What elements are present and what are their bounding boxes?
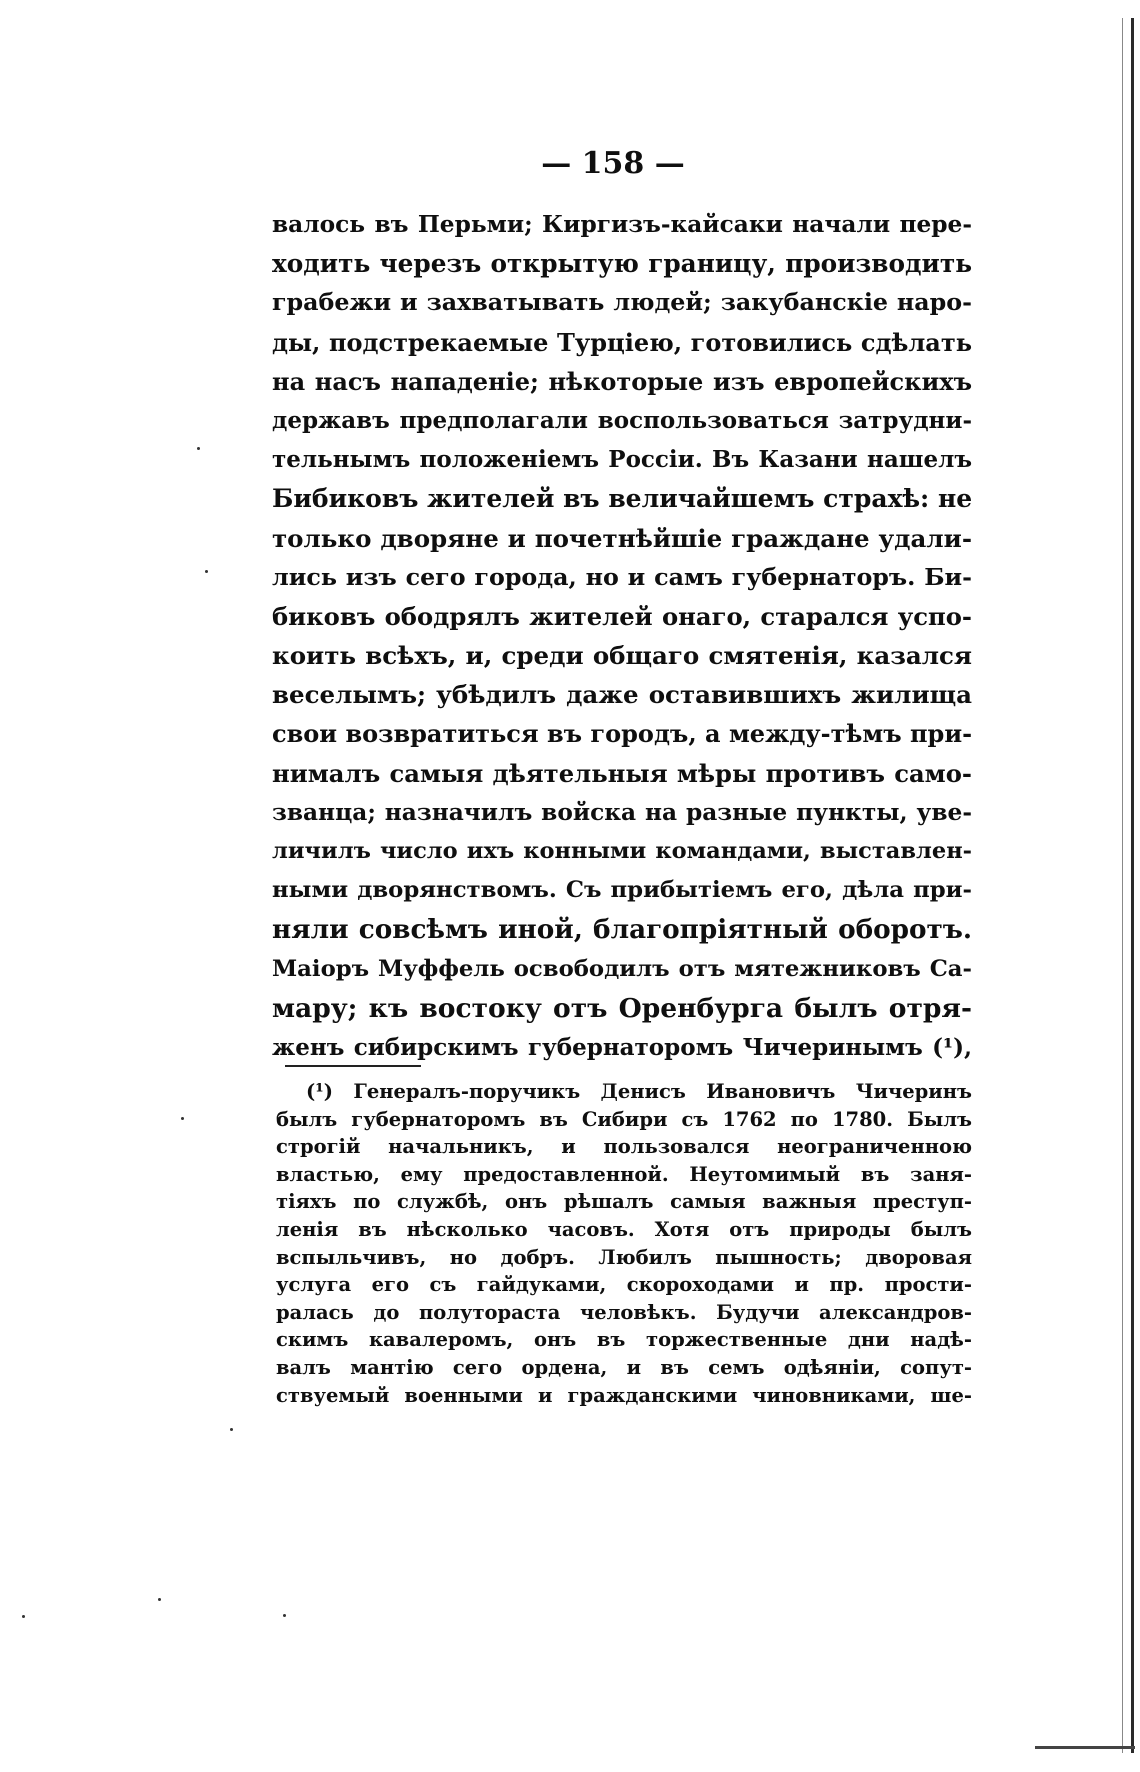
footnote-line: ленія въ нѣсколько часовъ. Хотя отъ природы былъ xyxy=(276,1217,972,1241)
body-line: Бибиковъ жителей въ величайшемъ страхѣ: не xyxy=(272,484,973,514)
body-line: ными дворянствомъ. Съ прибытіемъ его, дѣла при- xyxy=(272,877,972,904)
footnote-line: ствуемый военными и гражданскими чиновниками, ше- xyxy=(276,1383,972,1407)
footnote-line: тіяхъ по службѣ, онъ рѣшалъ самыя важныя преступ- xyxy=(276,1190,972,1214)
scan-speck xyxy=(181,1117,184,1120)
body-line: женъ сибирскимъ губернаторомъ Чичеринымъ (¹), xyxy=(272,1033,972,1061)
body-line: державъ предполагали воспользоваться затрудни- xyxy=(272,406,972,434)
body-line: валось въ Перьми; Киргизъ-кайсаки начали пере- xyxy=(272,211,972,238)
footnote-line: ралась до полутораста человѣкъ. Будучи александров- xyxy=(276,1300,972,1324)
footnote-line: вспыльчивъ, но добръ. Любилъ пышность; дворовая xyxy=(276,1245,972,1269)
body-line: Маіоръ Муффель освободилъ отъ мятежниковъ Са- xyxy=(272,955,972,982)
footnote-line: валъ мантію сего ордена, и въ семъ одѣяніи, сопут- xyxy=(276,1355,972,1379)
body-line: ходить черезъ открытую границу, производить xyxy=(272,249,972,279)
scan-speck xyxy=(22,1615,25,1618)
body-line: нималъ самыя дѣятельныя мѣры противъ само- xyxy=(272,758,972,788)
scan-speck xyxy=(230,1428,233,1431)
body-line: тельнымъ положеніемъ Россіи. Въ Казани нашелъ xyxy=(272,446,972,474)
body-text xyxy=(272,205,972,1067)
footnote xyxy=(276,1078,972,1409)
body-line: ды, подстрекаемые Турціею, готовились сдѣлать xyxy=(272,327,972,357)
body-line: на насъ нападеніе; нѣкоторые изъ европейскихъ xyxy=(272,366,972,396)
body-line: личилъ число ихъ конными командами, выставлен- xyxy=(272,838,972,864)
body-line: грабежи и захватывать людей; закубанскіе наро- xyxy=(272,288,972,317)
footnote-line: строгій начальникъ, и пользовался неограниченною xyxy=(276,1135,972,1159)
scan-speck xyxy=(283,1614,286,1617)
scan-speck xyxy=(197,447,200,450)
footnote-line: властью, ему предоставленной. Неутомимый въ заня- xyxy=(276,1162,972,1186)
footnote-line: (¹) Генералъ-поручикъ Денисъ Ивановичъ Чичеринъ xyxy=(306,1080,972,1103)
body-line: веселымъ; убѣдилъ даже оставившихъ жилища xyxy=(272,680,972,710)
footnote-line: былъ губернаторомъ въ Сибири съ 1762 по 1780. Былъ xyxy=(276,1107,972,1131)
body-line: коить всѣхъ, и, среди общаго смятенія, казался xyxy=(272,641,972,671)
body-line: лись изъ сего города, но и самъ губернаторъ. Би- xyxy=(272,562,972,591)
body-line: только дворяне и почетнѣйшіе граждане удали- xyxy=(272,523,972,553)
scan-edge-line xyxy=(1131,18,1134,1753)
scan-speck xyxy=(205,570,208,573)
body-line: званца; назначилъ войска на разные пункты, уве- xyxy=(272,798,972,826)
page-number xyxy=(0,146,1140,181)
body-line: биковъ ободрялъ жителей онаго, старался успо- xyxy=(272,601,972,631)
scan-speck xyxy=(158,1598,161,1601)
scan-edge-line-thin xyxy=(1122,18,1123,1753)
page-number-text: — 158 — xyxy=(541,146,685,181)
body-line: няли совсѣмъ иной, благопріятный оборотъ. xyxy=(272,914,972,946)
scan-bottom-rule xyxy=(1035,1746,1135,1749)
body-line: свои возвратиться въ городъ, а между-тѣмъ при- xyxy=(272,719,973,749)
body-line: мару; къ востоку отъ Оренбурга былъ отря- xyxy=(272,992,972,1024)
footnote-line: услуга его съ гайдуками, скороходами и пр. прости- xyxy=(276,1273,972,1297)
footnote-divider xyxy=(285,1065,421,1067)
footnote-line: скимъ кавалеромъ, онъ въ торжественные дни надѣ- xyxy=(276,1328,972,1352)
